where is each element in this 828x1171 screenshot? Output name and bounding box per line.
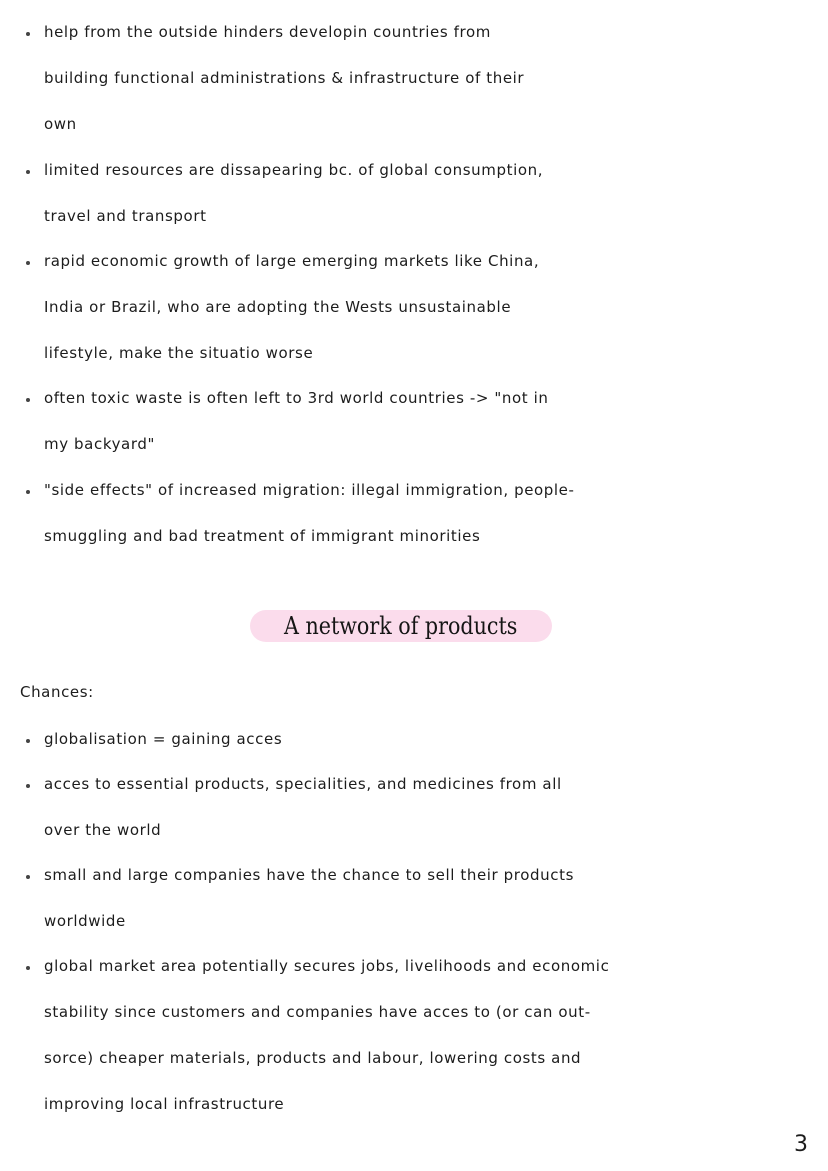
text-line: my backyard": [44, 435, 155, 453]
text-line: sorce) cheaper materials, products and labour, lowering costs and: [44, 1049, 582, 1067]
text-line: own: [44, 115, 77, 133]
text-line: limited resources are dissapearing bc. of global consumption,: [44, 161, 544, 179]
text-line: India or Brazil, who are adopting the Wests unsustainable: [44, 298, 512, 316]
text-line: small and large companies have the chance to sell their products: [44, 866, 574, 884]
bullet-dot: [26, 875, 30, 879]
bullet-dot: [26, 966, 30, 970]
page-number: 3: [794, 1132, 808, 1157]
text-line: often toxic waste is often left to 3rd world countries -> "not in: [44, 389, 549, 407]
text-line: help from the outside hinders developin countries from: [44, 23, 491, 41]
text-line: rapid economic growth of large emerging markets like China,: [44, 252, 540, 270]
text-line: worldwide: [44, 912, 126, 930]
bullet-dot: [26, 784, 30, 788]
bullet-dot: [26, 261, 30, 265]
text-line: building functional administrations & infrastructure of their: [44, 69, 525, 87]
text-line: acces to essential products, specialities, and medicines from all: [44, 775, 562, 793]
text-line: "side effects" of increased migration: illegal immigration, people-: [44, 481, 575, 499]
text-line: global market area potentially secures jobs, livelihoods and economic: [44, 957, 610, 975]
bullet-dot: [26, 739, 30, 743]
section-heading-highlight: [250, 610, 552, 642]
section-heading: A network of products: [284, 612, 518, 640]
bullet-dot: [26, 398, 30, 402]
text-line: over the world: [44, 821, 162, 839]
text-line: travel and transport: [44, 207, 207, 225]
text-line: improving local infrastructure: [44, 1095, 285, 1113]
text-line: lifestyle, make the situatio worse: [44, 344, 314, 362]
text-line: globalisation = gaining acces: [44, 730, 283, 748]
subheading-chances: Chances:: [20, 683, 94, 701]
text-line: stability since customers and companies have acces to (or can out-: [44, 1003, 591, 1021]
bullet-dot: [26, 32, 30, 36]
bullet-dot: [26, 170, 30, 174]
text-line: smuggling and bad treatment of immigrant minorities: [44, 527, 481, 545]
bullet-dot: [26, 490, 30, 494]
